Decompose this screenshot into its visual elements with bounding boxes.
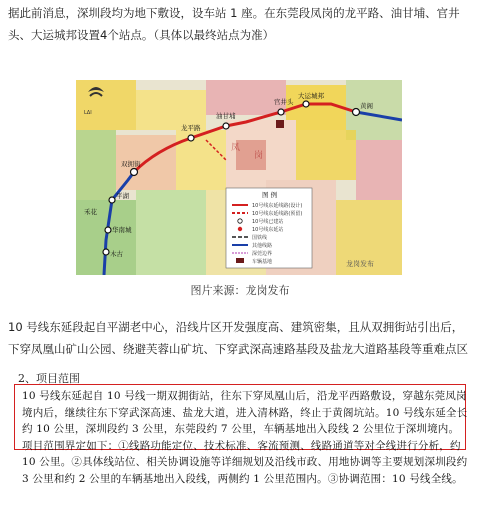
image-caption: 图片来源：龙岗发布 [190, 284, 290, 297]
metro-map [76, 80, 402, 275]
station-label-shuangyong: 双拥街 [121, 160, 141, 168]
svg-text:凤: 凤 [231, 143, 241, 153]
depot-marker [276, 120, 284, 128]
svg-text:LΔI: LΔI [84, 110, 92, 116]
station-label-youganpu: 油甘埔 [216, 112, 236, 120]
station-label-mugu: 木古 [110, 250, 123, 258]
legend-item: 10号线东延线路(预留) [252, 211, 303, 217]
station-label-dayun: 大运城邦 [298, 92, 324, 100]
legend-item: 10号线东延站 [252, 227, 284, 233]
summary-paragraph: 10 号线东延段起自平湖老中心，沿线片区开发强度高、建筑密集，且从双拥街站引出后，下穿凤凰山矿山公园、绕避芙蓉山矿坑、下穿武深高速路基段及盐龙大道路基段等重难点区 [8, 320, 468, 356]
map-watermark: 龙岗发布 [346, 260, 374, 268]
metro-map-graphic [76, 80, 402, 275]
map-legend [226, 188, 312, 268]
station-label-hehua: 禾花 [84, 208, 97, 216]
station-label-guanjingtou: 官井头 [274, 98, 294, 106]
station-label-huanancheng: 华南城 [112, 226, 132, 234]
section-title: 2、项目范围 [18, 372, 80, 385]
legend-item: 深莞边界 [252, 251, 273, 257]
station-label-pinghu: 平湖 [116, 192, 129, 200]
station-label-huangge: 黄阁 [360, 102, 373, 110]
svg-text:岗: 岗 [254, 151, 264, 161]
legend-item: 10号线东延线路(设计) [252, 203, 303, 209]
station-label-longping: 龙平路 [181, 124, 201, 132]
intro-paragraph: 据此前消息，深圳段均为地下敷设，设车站 1 座。在东莞段凤岗的龙平路、油甘埔、官井头、大运城邦设置4个站点。（具体以最终站点为准） [8, 6, 460, 42]
legend-item: 其他线路 [252, 243, 273, 249]
legend-title: 图 例 [262, 191, 278, 199]
legend-item: 国铁线 [252, 235, 268, 241]
legend-item: 车辆基地 [252, 259, 273, 265]
legend-item: 10号线已建站 [252, 219, 284, 225]
scanned-text: 10 号线东延起自 10 号线一期双拥街站，往东下穿凤凰山后，沿龙平西路敷设，穿越东莞凤岗境内后，继续往东下穿武深高速、盐龙大道，进入清林路，终止于黄阁坑站。10 号线东延全长约 10 公里，深圳段约 3 公里，东莞段约 7 公里，车辆基地出入段线 2 公里位于深圳境内。项目范围界定如下：①线路功能定位、技术标准、客流预测、线路通道等对全线进行分析，约 10 公里。②具体线站位、相关协调设施等详细规划及沿线市政、用地协调等主要规划深圳段约 3 公里和约 2 公里的车辆基地出入段线，两侧约 1 公里范围内。③协调范围：10 号线全线。 [22, 390, 468, 485]
